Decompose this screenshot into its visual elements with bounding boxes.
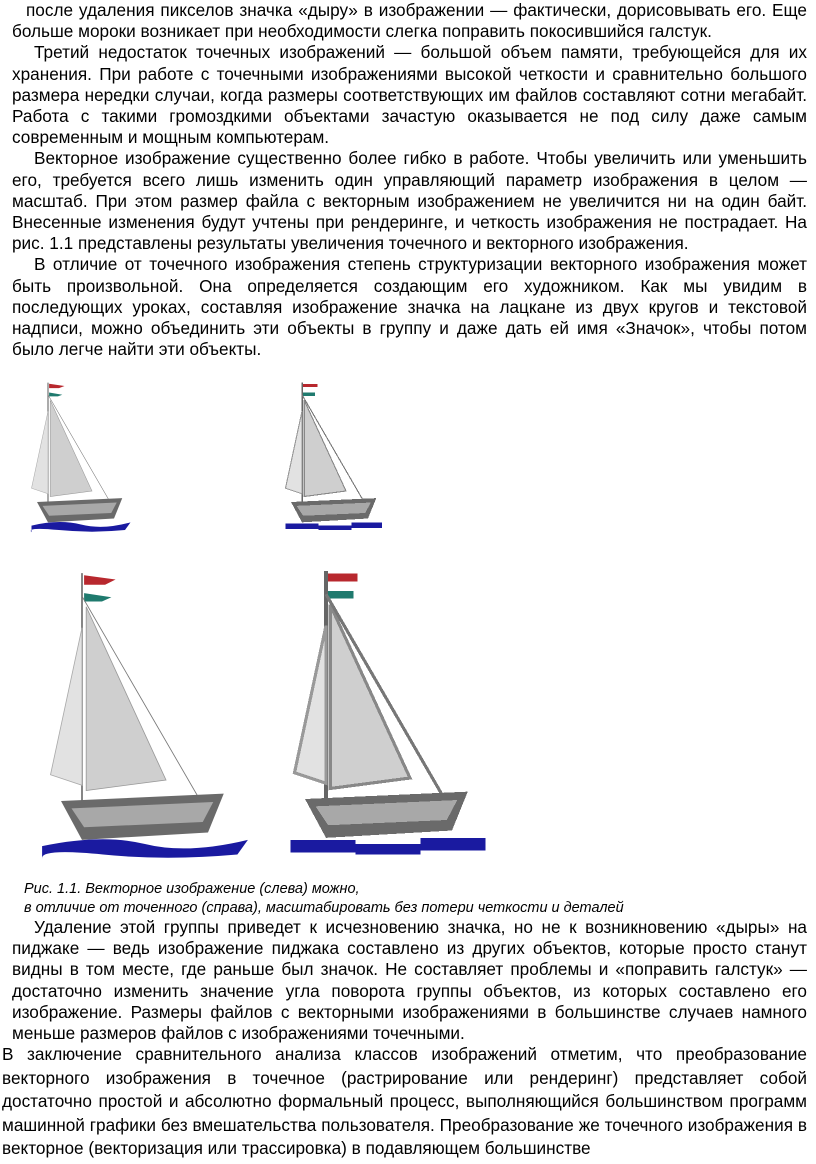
paragraph: Векторное изображение существенно более гибко в работе. Чтобы увеличить или уменьшить его, требуется всего лишь изменить один управляющий параметр изображения в целом — масштаб. При этом размер файла с векторным изображением не увеличится ни на один байт. Внесенные изменения будут учтены при рендеринге, и четкость изображения не пострадает. На рис. 1.1 представлены результаты увеличения точечного и векторного изображения. — [12, 148, 807, 254]
text-block-mid — [12, 917, 807, 1044]
paragraph: после удаления пикселов значка «дыру» в изображении — фактически, дорисовывать его. Еще больше мороки возникает при необходимости слегка поправить покосившийся галстук. — [12, 0, 807, 42]
sailboat-raster-large — [284, 558, 494, 872]
figure-caption — [24, 880, 744, 918]
paragraph: В заключение сравнительного анализа классов изображений отметим, что преобразование векторного изображения в точечное (растрирование или рендеринг) представляет собой достаточно простой и абсолютно формальный процесс, выполняющийся большинством программ машинной графики без вмешательства пользователя. Преобразование же точечного изображения в векторное (векторизация или трассировка) в подавляющем большинстве — [2, 1044, 807, 1159]
caption-line: в отличие от точенного (справа), масштабировать без потери четкости и деталей — [24, 900, 624, 916]
caption-line: Рис. 1.1. Векторное изображение (слева) можно, — [24, 881, 360, 897]
sailboat-vector-small — [26, 378, 136, 538]
paragraph: В отличие от точечного изображения степень структуризации векторного изображения может быть произвольной. Она определяется создающим его художником. Как мы увидим в последующих уроках, составляя изображение значка на лацкане из двух кругов и текстовой надписи, можно объединить эти объекты в группу и даже дать ей имя «Значок», чтобы потом было легче найти эти объекты. — [12, 254, 807, 360]
text-block-top — [12, 0, 807, 360]
paragraph: Удаление этой группы приведет к исчезновению значка, но не к возникновению «дыры» на пиджаке — ведь изображение пиджака составлено из других объектов, которые просто станут видны в том месте, где раньше был значок. Не составляет проблемы и «поправить галстук» — достаточно изменить значение угла поворота группы объектов, из которых составлено его изображение. Размеры файлов с векторными изображениями в большинстве случаев намного меньше размеров файлов с изображениями точечными. — [12, 917, 807, 1044]
paragraph: Третий недостаток точечных изображений — большой объем памяти, требующейся для их хранения. При работе с точечными изображениями высокой четкости и сравнительно большого размера нередки случаи, когда размеры соответствующих им файлов составляют сотни мегабайт. Работа с такими громоздкими объектами зачастую оказывается не под силу даже самым современным и мощным компьютерам. — [12, 42, 807, 148]
sailboat-raster-small — [280, 378, 390, 538]
sailboat-vector-large — [40, 560, 250, 874]
text-block-tail — [2, 1043, 807, 1161]
